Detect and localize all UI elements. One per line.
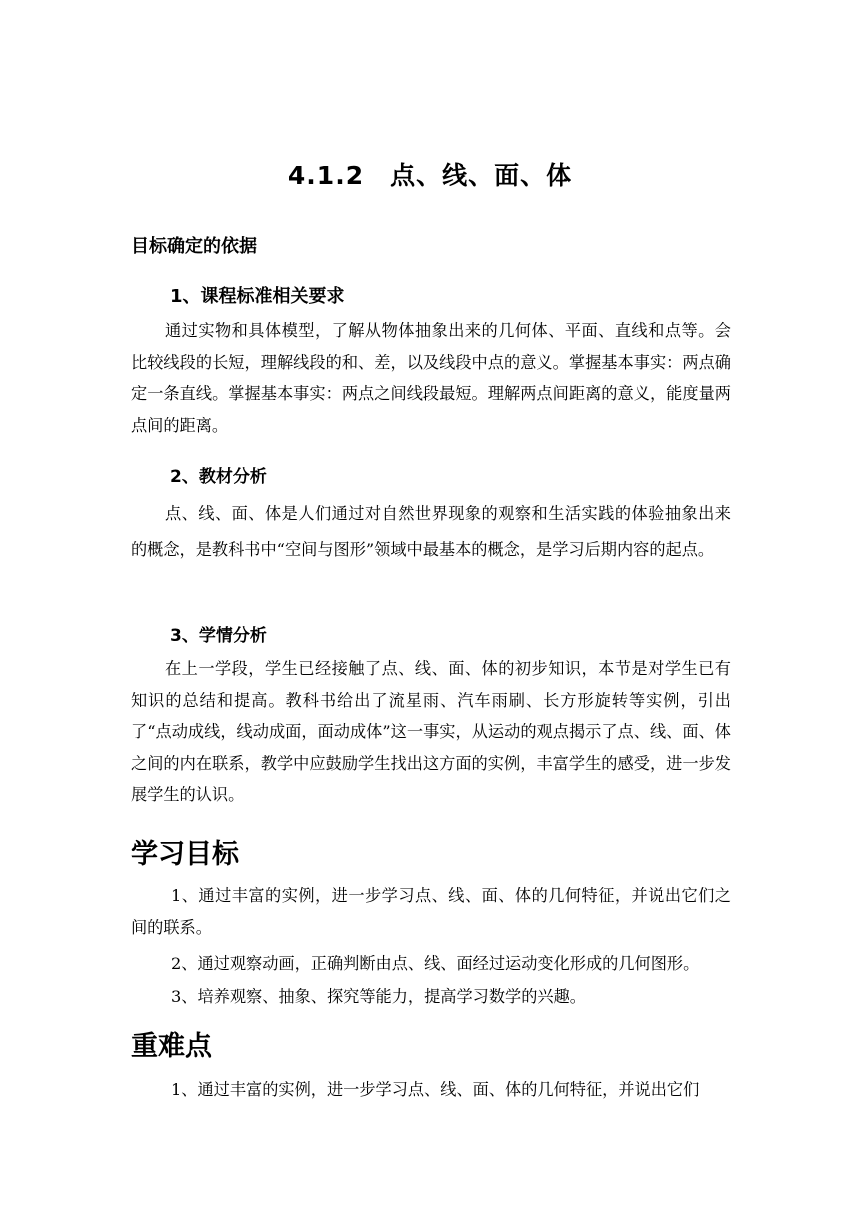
objectives-heading: 学习目标	[131, 839, 239, 870]
objective-item-3: 3、培养观察、抽象、探究等能力，提高学习数学的兴趣。	[171, 987, 586, 1006]
curriculum-paragraph: 通过实物和具体模型，了解从物体抽象出来的几何体、平面、直线和点等。会比较线段的长短，理解线段的和、差，以及线段中点的意义。掌握基本事实：两点确定一条直线。掌握基本事实：两点之间线段最短。理解两点间距离的意义，能度量两点间的距离。	[131, 321, 731, 435]
textbook-paragraph: 点、线、面、体是人们通过对自然世界现象的观察和生活实践的体验抽象出来的概念，是教科书中“空间与图形”领域中最基本的概念，是学习后期内容的起点。	[131, 504, 731, 559]
textbook-heading: 2、教材分析	[170, 467, 267, 487]
curriculum-heading: 1、课程标准相关要求	[170, 286, 345, 307]
basis-heading: 目标确定的依据	[131, 236, 257, 257]
key-points-heading: 重难点	[131, 1031, 212, 1062]
students-paragraph: 在上一学段，学生已经接触了点、线、面、体的初步知识，本节是对学生已有知识的总结和提高。教科书给出了流星雨、汽车雨刷、长方形旋转等实例，引出了“点动成线，线动成面，面动成体”这一事实，从运动的观点揭示了点、线、面、体之间的内在联系，教学中应鼓励学生找出这方面的实例，丰富学生的感受，进一步发展学生的认识。	[131, 659, 731, 804]
page-title: 4.1.2 点、线、面、体	[287, 161, 573, 190]
students-heading: 3、学情分析	[170, 626, 267, 646]
objective-item-2: 2、通过观察动画，正确判断由点、线、面经过运动变化形成的几何图形。	[171, 954, 700, 973]
key-point-item-1: 1、通过丰富的实例，进一步学习点、线、面、体的几何特征，并说出它们	[171, 1080, 700, 1099]
objective-item-1: 1、通过丰富的实例，进一步学习点、线、面、体的几何特征，并说出它们之间的联系。	[131, 886, 731, 937]
